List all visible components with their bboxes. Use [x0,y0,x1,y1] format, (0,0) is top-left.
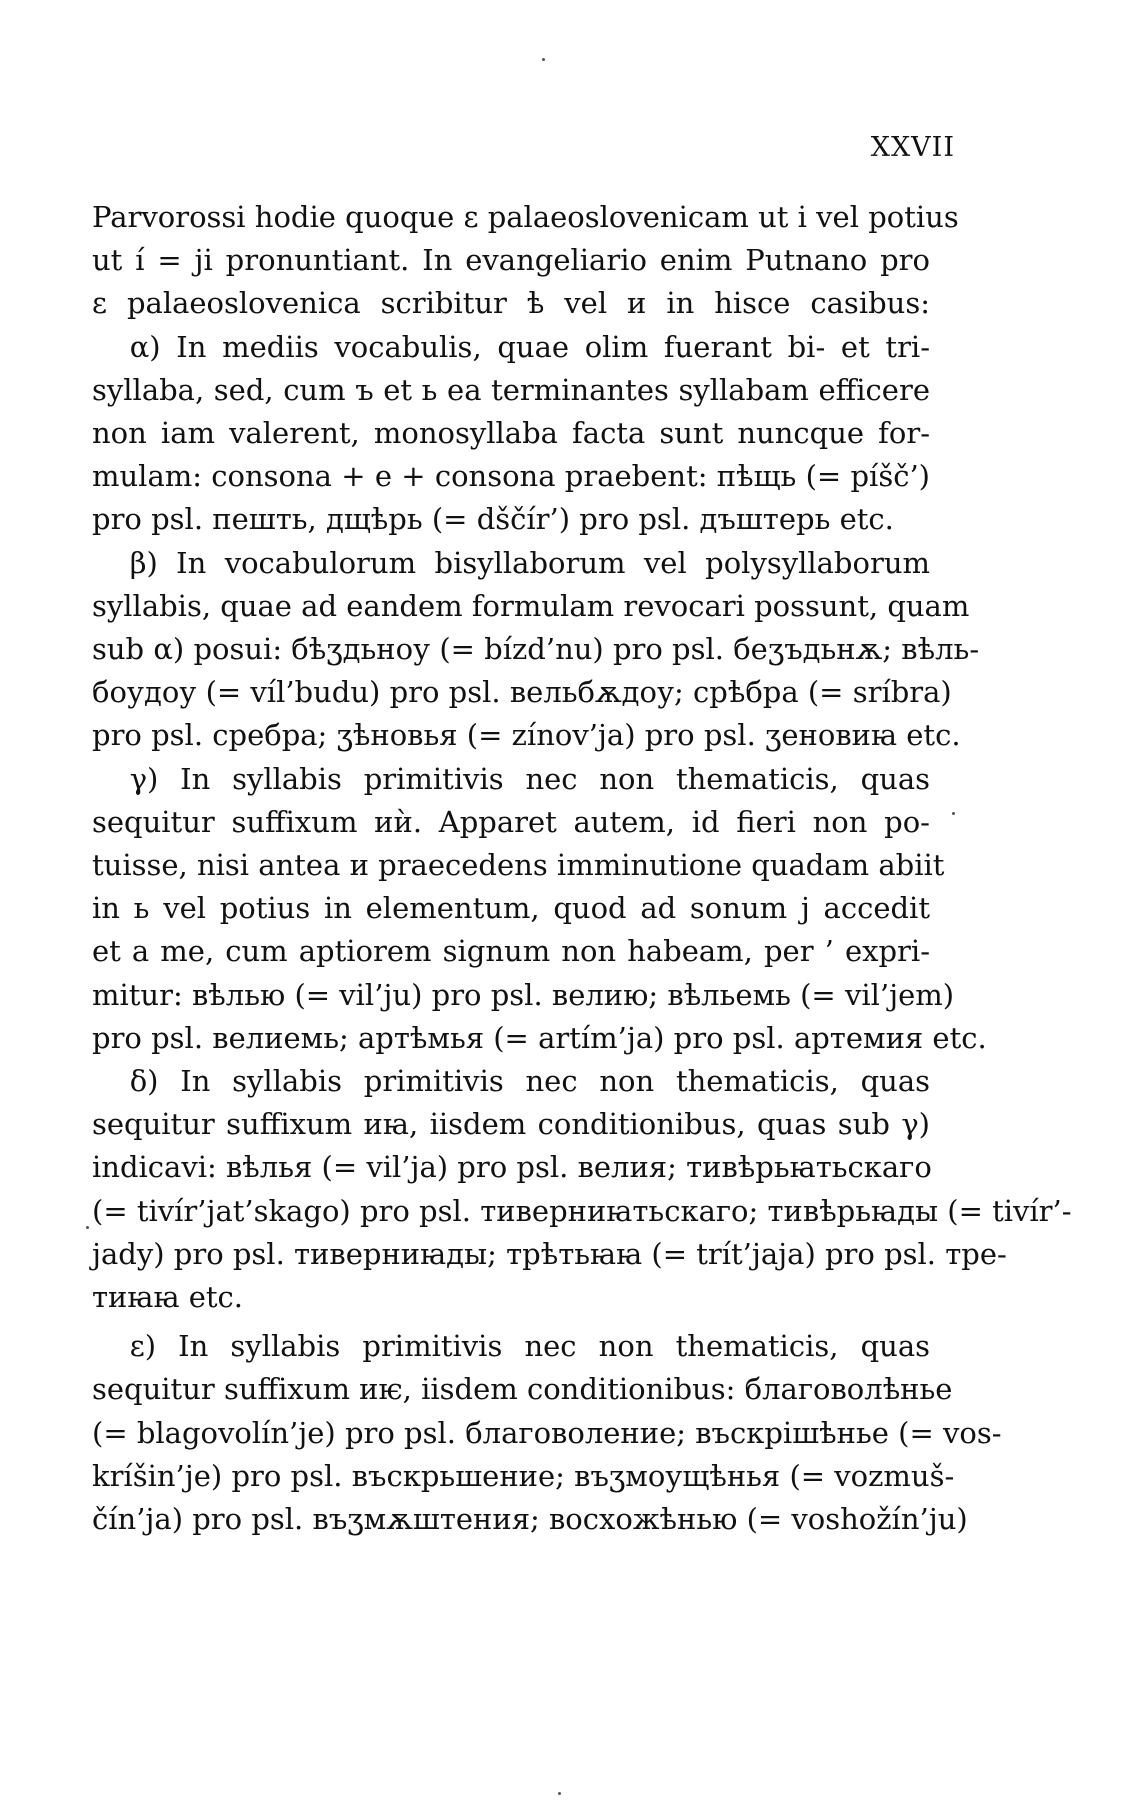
text-line: syllaba, sed, cum ъ et ь ea terminantes syllabam efficere [92,372,930,407]
text-line: pro psl. велиемь; артѣмья (= artím’ja) pro psl. артемия etc. [92,1020,987,1055]
text-line: sequitur suffixum иѝ. Apparet autem, id fieri non po- [92,804,930,839]
text-line: kríšin’je) pro psl. въскрьшение; въʒмоущѣнья (= vozmuš- [92,1458,955,1493]
text-line: jady) pro psl. тиверниꙗды; трѣтьꙗꙗ (= trít’jaja) pro psl. тре- [92,1236,1007,1271]
print-speck [952,812,955,815]
text-line: ut í = ji pronuntiant. In evangeliario enim Putnano pro [92,243,930,278]
text-line: γ) In syllabis primitivis nec non thematicis, quas [129,761,930,796]
text-line: β) In vocabulorum bisyllaborum vel polysyllaborum [129,545,930,580]
print-speck [558,1792,561,1795]
text-line: pro psl. пешть, дщѣрь (= dščír’) pro psl. дъштерь etc. [92,502,894,537]
text-line: sequitur suffixum иѥ, iisdem conditionibus: благоволѣнье [92,1372,953,1407]
paragraph-gamma [92,758,987,1060]
paragraph-beta [92,542,980,758]
print-speck [86,1226,89,1229]
print-speck [542,58,545,61]
text-line: (= blagovolín’je) pro psl. благоволение; въскрішѣнье (= vos- [92,1415,1002,1450]
text-line: тиꙗꙗ etc. [92,1280,244,1315]
text-line: δ) In syllabis primitivis nec non thematicis, quas [129,1064,930,1099]
text-line: mitur: вѣлью (= vil’ju) pro psl. велию; вѣльемь (= vil’jem) [92,977,955,1012]
paragraph-epsilon [92,1325,1002,1541]
text-line: mulam: consona + e + consona praebent: пѣщь (= píšč’) [92,459,930,494]
text-line: pro psl. сребра; ʒѣновья (= zínov’ja) pro psl. ʒеновиꙗ etc. [92,718,961,753]
text-line: et a me, cum aptiorem signum non habeam, per ’ expri- [92,934,930,969]
text-line: tuisse, nisi antea и praecedens imminutione quadam abiit [92,848,945,883]
text-line: ε palaeoslovenica scribitur ѣ vel и in hisce casibus: [92,286,930,321]
text-line: sub α) posui: бѣʒдьноу (= bízd’nu) pro psl. беʒъдьнѫ; вѣль- [92,632,980,667]
text-line: in ь vel potius in elementum, quod ad sonum j accedit [92,891,930,926]
text-line: sequitur suffixum иꙗ, iisdem conditionibus, quas sub γ) [92,1107,930,1142]
page-number: XXVII [870,132,955,163]
text-line: α) In mediis vocabulis, quae olim fuerant bi- et tri- [129,329,930,364]
text-line: syllabis, quae ad eandem formulam revocari possunt, quam [92,588,970,623]
text-line: ε) In syllabis primitivis nec non thematicis, quas [129,1329,930,1364]
main-text [92,196,1072,1541]
text-line: indicavi: вѣлья (= vil’ja) pro psl. велия; тивѣрьꙗтьскаго [92,1150,932,1185]
paragraph-delta [92,1060,1072,1319]
paragraph-intro [92,196,959,326]
paragraph-alpha [92,326,930,542]
text-line: боудоу (= víl’budu) pro psl. вельбѫдоу; срѣбра (= sríbra) [92,675,952,710]
text-line: čín’ja) pro psl. въʒмѫштения; восхожѣнью (= voshožín’ju) [92,1502,968,1537]
text-line: non iam valerent, monosyllaba facta sunt nuncque for- [92,416,930,451]
text-line: Parvorossi hodie quoque ε palaeoslovenicam ut i vel potius [92,200,959,234]
text-line: (= tivír’jat’skago) pro psl. тиверниꙗтьскаго; тивѣрьꙗды (= tivír’- [92,1193,1072,1228]
